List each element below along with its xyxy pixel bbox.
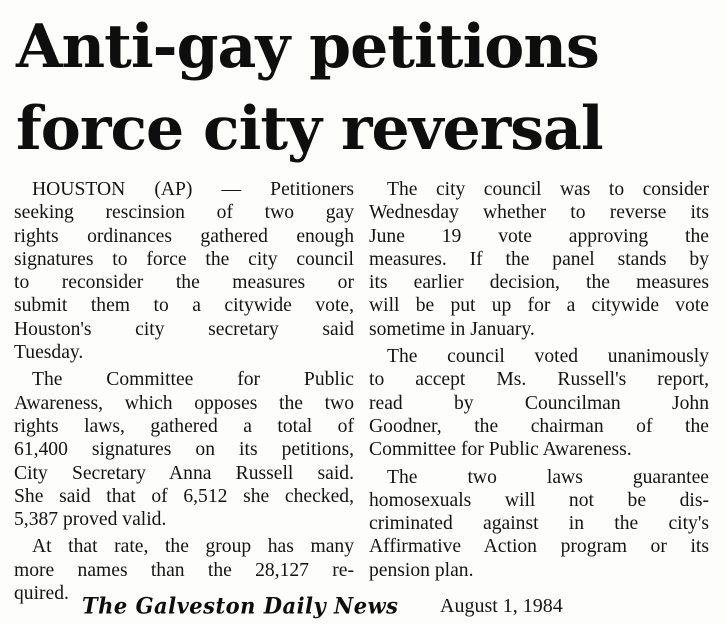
text-line: HOUSTON (AP) — Petitioners [32,179,354,200]
text-line: read by Councilman John [369,392,709,414]
text-line: to reconsider the measures or [14,272,354,294]
article-paragraph [369,345,709,461]
text-line: The city council was to consider [387,179,709,200]
article-paragraph [369,466,709,582]
newspaper-masthead: The Galveston Daily News [82,592,399,619]
article-paragraph [14,178,354,364]
text-line: She said that of 6,512 she checked, [14,485,354,507]
text-line: Houston's city secretary said [14,318,354,340]
text-line: City Secretary Anna Russell said. [14,462,354,484]
text-line: measures. If the panel stands by [369,248,709,270]
text-line: quired. [14,583,69,605]
text-line: rights ordinances gathered enough [14,225,354,247]
publication-date: August 1, 1984 [440,595,563,617]
text-line: Committee for Public Awareness. [369,439,632,461]
text-line: sometime in January. [369,318,535,340]
text-line: 61,400 signatures on its petitions, [14,439,354,461]
headline [16,6,716,170]
text-line: Goodner, the chairman of the [369,415,709,437]
text-line: Tuesday. [14,342,84,364]
text-line: submit them to a citywide vote, [14,295,354,317]
text-line: rights laws, gathered a total of [14,415,354,437]
text-line: The Committee for Public [32,369,354,391]
article-paragraph [14,368,354,531]
headline-line: Anti-gay petitions [16,12,599,82]
text-line: more names than the 28,127 re- [14,559,354,581]
text-line: Wednesday whether to reverse its [369,202,709,224]
headline-line: force city reversal [16,94,603,164]
source-footer [0,593,726,621]
text-line: June 19 vote approving the [369,225,709,247]
text-line: homosexuals will not be dis- [369,489,709,511]
article-paragraph [369,178,709,341]
text-line: At that rate, the group has many [32,536,354,558]
text-line: The council voted unanimously [387,346,709,368]
text-line: signatures to force the city council [14,248,354,270]
text-line: The two laws guarantee [387,466,709,488]
text-line: Awareness, which opposes the two [14,392,354,414]
text-line: seeking rescinsion of two gay [14,202,354,224]
text-line: pension plan. [369,559,474,581]
article-column-right [369,178,709,586]
text-line: criminated against in the city's [369,513,709,535]
text-line: its earlier decision, the measures [369,272,709,294]
article-column-left [14,178,354,609]
text-line: to accept Ms. Russell's report, [369,369,709,391]
text-line: will be put up for a citywide vote [369,295,709,317]
text-line: 5,387 proved valid. [14,509,167,531]
text-line: Affirmative Action program or its [369,536,709,558]
